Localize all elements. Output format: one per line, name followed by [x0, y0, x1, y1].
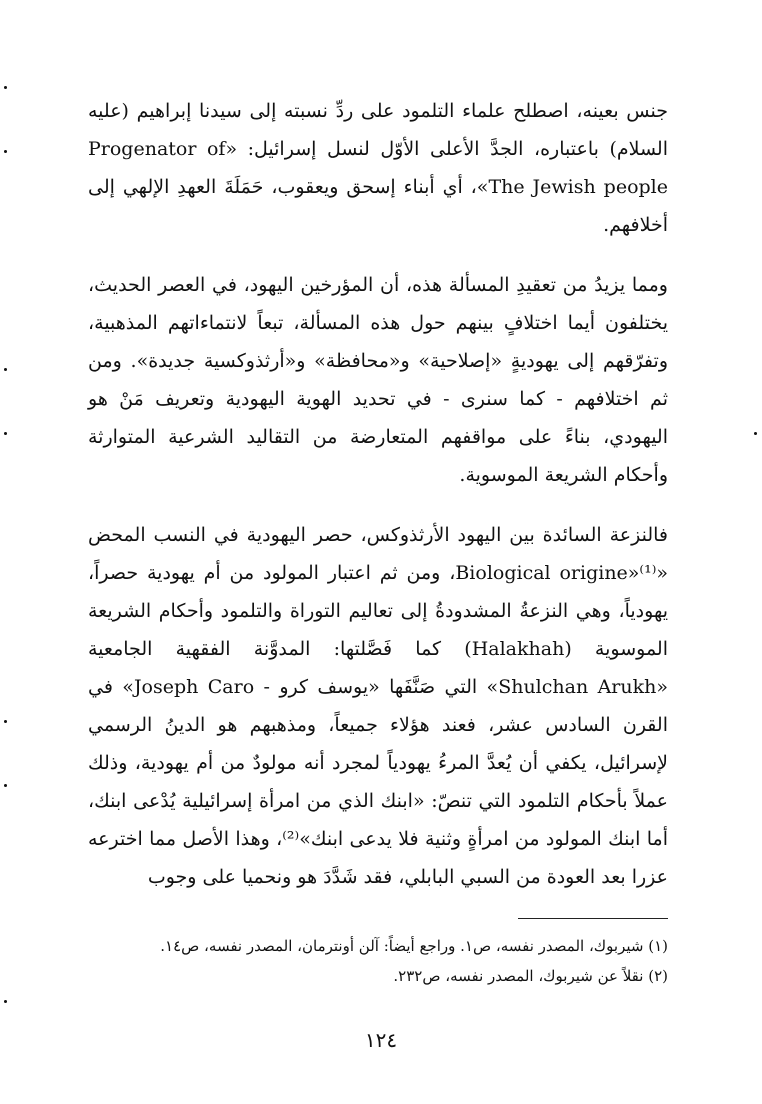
margin-mark [4, 432, 7, 435]
paragraph-1: جنس بعينه، اصطلح علماء التلمود على ردِّ نسبته إلى سيدنا إبراهيم (عليه السلام) باعتباره، الجدَّ الأعلى الأوّل لنسل إسرائيل: «Progenator of The Jewish people»، أي أبناء إسحق ويعقوب، حَمَلَةَ العهدِ الإلهي إلى أخلافهم. [88, 100, 668, 236]
margin-mark [4, 150, 7, 153]
footnote-1: (١) شيربوك، المصدر نفسه، ص١. وراجع أيضاً: آلن أونترمان، المصدر نفسه، ص١٤. [160, 937, 668, 955]
footnote-2: (٢) نقلاً عن شيربوك، المصدر نفسه، ص٢٣٢. [393, 967, 668, 985]
margin-mark [4, 784, 7, 787]
footnote-separator [518, 918, 668, 919]
page-body [88, 92, 668, 991]
page-number: ١٢٤ [364, 1028, 398, 1052]
margin-mark [4, 1000, 7, 1003]
paragraph-2: ومما يزيدُ من تعقيدِ المسألة هذه، أن المؤرخين اليهود، في العصر الحديث، يختلفون أيما اختلافٍ بينهم حول هذه المسألة، تبعاً لانتماءاتهم المذهبية، وتفرّقهم إلى يهوديةٍ «إصلاحية» و«محافظة» و«أرثذوكسية جديدة». ومن ثم اختلافهم - كما سنرى - في تحديد الهوية اليهودية وتعريف مَنْ هو اليهودي، بناءً على مواقفهم المتعارضة من التقاليد الشرعية المتوارثة وأحكام الشريعة الموسوية. [88, 274, 668, 486]
margin-mark [4, 368, 7, 371]
margin-mark [4, 86, 7, 89]
margin-mark [4, 720, 7, 723]
paragraph-3: فالنزعة السائدة بين اليهود الأرثذوكس، حصر اليهودية في النسب المحض «Biological origine»⁽¹⁾، ومن ثم اعتبار المولود من أم يهودية حصراً، يهودياً، وهي النزعةُ المشدودةُ إلى تعاليم التوراة والتلمود وأحكام الشريعة الموسوية (Halakhah) كما فَصَّلتها: المدوَّنة الفقهية الجامعية «Shulchan Arukh» التي صَنَّفَها «يوسف كرو - Joseph Caro» في القرن السادس عشر، فعند هؤلاء جميعاً، ومذهبهم هو الدينُ الرسمي لإسرائيل، يكفي أن يُعدَّ المرءُ يهودياً لمجرد أنه مولودٌ من أم يهودية، وذلك عملاً بأحكام التلمود التي تنصّ: «ابنك الذي من امرأة إسرائيلية يُدْعى ابنك، أما ابنك المولود من امرأةٍ وثنية فلا يدعى ابنك»⁽²⁾، وهذا الأصل مما اخترعه عزرا بعد العودة من السبي البابلي، فقد شَدَّدَ هو ونحميا على وجوب [88, 524, 668, 888]
margin-mark [754, 432, 757, 435]
